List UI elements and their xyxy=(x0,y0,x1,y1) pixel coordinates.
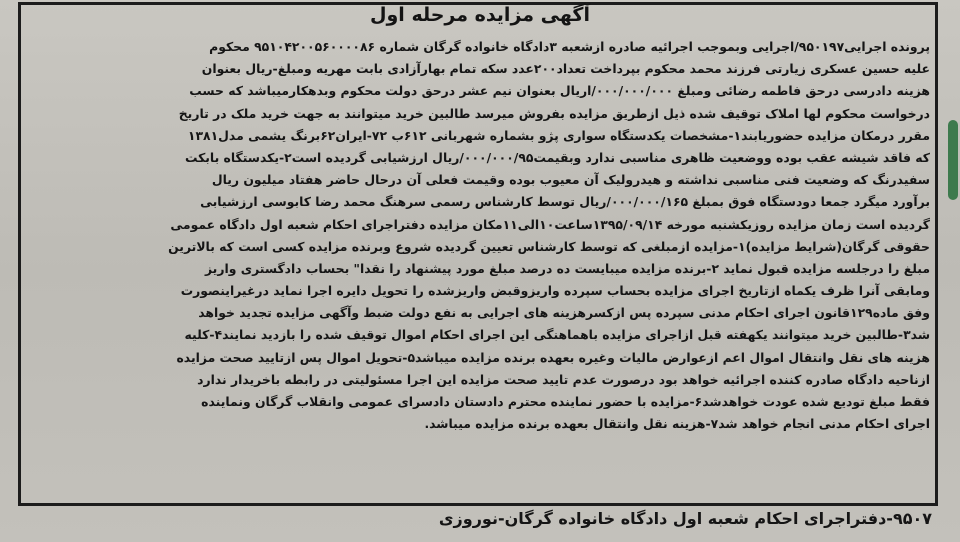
notice-line: علیه حسین عسکری زیارتی فرزند محمد محکوم بپرداخت تعداد۲۰۰عدد سکه تمام بهارآزادی بابت مهریه ومبلغ-ریال بعنوان xyxy=(201,61,930,77)
notice-line: هزینه های نقل وانتقال اموال اعم ازعوارض مالیات وغیره بعهده برنده مزایده میباشد۵-تحویل اموال پس ازتایید صحت مزایده xyxy=(176,349,930,365)
notice-line: مبلغ را درجلسه مزایده قبول نماید ۲-برنده مزایده میبایست ده درصد مبلغ مورد پیشنهاد را نقدا" بحساب دادگستری واریز xyxy=(204,260,930,276)
notice-line: پرونده اجرایی۹۵۰۱۹۷/اجرایی وبموجب اجرائیه صادره ازشعبه ۳دادگاه خانواده گرگان شماره ۹۵۱۰۴۲۰۰۵۶۰۰۰۰۸۶ محکوم xyxy=(209,39,930,54)
notice-title: آگهی مزایده مرحله اول xyxy=(370,4,590,26)
notice-line: که فاقد شیشه عقب بوده ووضعیت ظاهری مناسبی ندارد وبقیمت۰۰۰/۰۰۰/۹۵/ریال ارزشیابی گردیده است۲-یکدستگاه بابکت xyxy=(184,149,930,165)
notice-line: شد۳-طالبین خرید میتوانند یکهفته قبل ازاجرای مزایده باهماهنگی این اجرای احکام اموال توقیف شده را بازدید نمایند۴-کلیه xyxy=(184,327,930,343)
notice-footer: ۹۵۰۷-دفتراجرای احکام شعبه اول دادگاه خانواده گرگان-نوروزی xyxy=(438,509,932,528)
notice-line: هزینه دادرسی درحق فاطمه رضائی ومبلغ ۰۰۰/۰۰۰/۰۰۰/اریال بعنوان نیم عشر درحق دولت محکوم وبدهکارمیباشد که حسب xyxy=(189,83,930,99)
notice-line: وفق ماده۱۲۹قانون اجرای احکام مدنی سپرده پس ازکسرهزینه های اجرایی به نفع دولت ضبط وآگهی مزایده تجدید خواهد xyxy=(198,305,930,321)
notice-line: ومابقی آنرا ظرف یکماه ازتاریخ اجرای مزایده بحساب سپرده واریزوقبض واریزشده را تحویل دایره اجرا نماید درغیراینصورت xyxy=(180,283,930,299)
notice-line: مقرر درمکان مزایده حضوریابند۱-مشخصات یکدستگاه سواری پژو بشماره شهربانی ۶۱۲ب ۷۲-ایران۶۲برنگ یشمی مدل۱۳۸۱ xyxy=(187,127,930,143)
notice-line: ازناحیه دادگاه صادره کننده اجرائیه خواهد بود درصورت عدم تایید صحت مزایده این اجرا مسئولیتی در رابطه باخریدار ندارد xyxy=(197,371,930,387)
notice-line: سفیدرنگ که وضعیت فنی مناسبی نداشته و هیدرولیک آن معیوب بوده وقیمت فعلی آن درحال حاضر هفتاد میلیون ریال xyxy=(211,172,930,188)
notice-line: درخواست محکوم لها املاک توقیف شده ذیل ازطریق مزایده بفروش میرسد طالبین خرید میتوانند به جهت خرید ملک در تاریخ xyxy=(178,105,930,121)
notice-line: برآورد میگرد جمعا دودستگاه فوق بمبلغ ۰۰۰/۰۰۰/۱۶۵/ریال توسط کارشناس رسمی سرهنگ محمد رضا کابوسی ارزشیابی xyxy=(200,194,930,210)
notice-line: اجرای احکام مدنی انجام خواهد شد۷-هزینه نقل وانتقال بعهده برنده مزایده میباشد. xyxy=(424,416,930,432)
notice-line: فقط مبلغ تودیع شده عودت خواهدشد۶-مزایده با حضور نماینده محترم دادستان دادسرای عمومی وانقلاب گرگان ونماینده xyxy=(201,394,930,409)
notice-body xyxy=(26,36,930,435)
notice-line: گردیده است زمان مزایده روزیکشنبه مورخه ۱۳۹۵/۰۹/۱۴ساعت۱۰الی۱۱مکان مزایده دفتراجرای احکام شعبه اول دادگاه عمومی xyxy=(170,216,930,232)
margin-ink-mark xyxy=(948,120,958,200)
notice-line: حقوقی گرگان(شرایط مزایده)۱-مزایده ازمبلغی که توسط کارشناس تعیین گردیده شروع وبرنده مزایده کسی است که بالاترین xyxy=(168,238,930,254)
